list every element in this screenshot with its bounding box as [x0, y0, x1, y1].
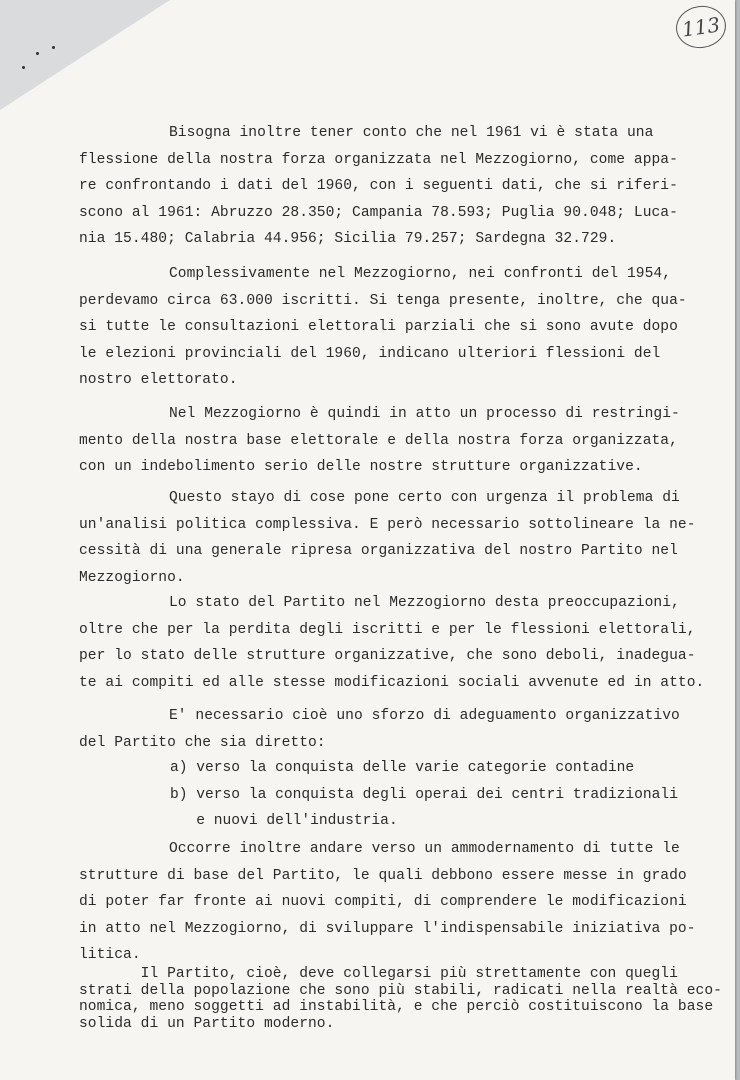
ink-speck: [36, 52, 39, 55]
text-line: Nel Mezzogiorno è quindi in atto un processo di restringi-: [169, 406, 680, 422]
text-line: litica.: [79, 947, 141, 964]
text-line: re confrontando i dati del 1960, con i seguenti dati, che si riferi-: [79, 178, 678, 195]
text-line: nomica, meno soggetti ad instabilità, e che perciò costituiscono la base: [79, 999, 714, 1015]
text-line: scono al 1961: Abruzzo 28.350; Campania 78.593; Puglia 90.048; Luca-: [79, 204, 678, 221]
paragraph-6: [79, 703, 719, 756]
page-number: 113: [673, 3, 728, 52]
text-line: solida di un Partito moderno.: [79, 1015, 335, 1032]
paragraph-7: [79, 836, 719, 969]
paragraph-1: [79, 120, 719, 253]
text-line: E' necessario cioè uno sforzo di adeguamento organizzativo: [169, 708, 680, 724]
list: [170, 755, 710, 835]
text-line: Complessivamente nel Mezzogiorno, nei confronti del 1954,: [169, 266, 672, 282]
list-item: a) verso la conquista delle varie categorie contadine: [170, 760, 635, 776]
paragraph-3: [79, 401, 719, 481]
text-line: Lo stato del Partito nel Mezzogiorno desta preoccupazioni,: [169, 595, 680, 611]
torn-corner: [0, 0, 170, 110]
text-line: oltre che per la perdita degli iscritti e per le flessioni elettorali,: [79, 621, 696, 638]
text-line: mento della nostra base elettorale e della nostra forza organizzata,: [79, 432, 678, 449]
text-line: nia 15.480; Calabria 44.956; Sicilia 79.257; Sardegna 32.729.: [79, 231, 617, 248]
text-line: Mezzogiorno.: [79, 569, 185, 586]
text-line: le elezioni provinciali del 1960, indicano ulteriori flessioni del: [79, 345, 661, 362]
text-line: in atto nel Mezzogiorno, di sviluppare l'indispensabile iniziativa po-: [79, 920, 696, 937]
text-line: del Partito che sia diretto:: [79, 734, 326, 751]
text-line: strati della popolazione che sono più stabili, radicati nella realtà eco-: [79, 982, 722, 999]
text-line: un'analisi politica complessiva. E però necessario sottolineare la ne-: [79, 516, 696, 533]
text-line: per lo stato delle strutture organizzative, che sono deboli, inadegua-: [79, 648, 696, 665]
ink-speck: [22, 66, 25, 69]
text-line: te ai compiti ed alle stesse modificazioni sociali avvenute ed in atto.: [79, 674, 705, 691]
list-item: b) verso la conquista degli operai dei centri tradizionali: [170, 786, 678, 803]
text-line: di poter far fronte ai nuovi compiti, di comprendere le modificazioni: [79, 894, 687, 911]
paragraph-5: [79, 590, 719, 696]
text-line: perdevamo circa 63.000 iscritti. Si tenga presente, inoltre, che qua-: [79, 292, 687, 309]
ink-speck: [52, 46, 55, 49]
text-line: cessità di una generale ripresa organizzativa del nostro Partito nel: [79, 543, 678, 560]
text-line: Il Partito, cioè, deve collegarsi più strettamente con quegli: [79, 966, 678, 982]
paragraph-4: [79, 485, 719, 591]
text-line: nostro elettorato.: [79, 372, 238, 389]
text-line: Occorre inoltre andare verso un ammodernamento di tutte le: [169, 841, 680, 857]
text-line: si tutte le consultazioni elettorali parziali che si sono avute dopo: [79, 319, 678, 336]
text-line: Questo stayo di cose pone certo con urgenza il problema di: [169, 490, 680, 506]
paragraph-2: [79, 261, 719, 394]
text-line: Bisogna inoltre tener conto che nel 1961 vi è stata una: [169, 125, 654, 141]
text-line: flessione della nostra forza organizzata nel Mezzogiorno, come appa-: [79, 151, 678, 168]
text-line: con un indebolimento serio delle nostre strutture organizzative.: [79, 459, 643, 476]
text-line: strutture di base del Partito, le quali debbono essere messe in grado: [79, 867, 687, 884]
list-item: e nuovi dell'industria.: [170, 813, 398, 830]
paragraph-8: [79, 966, 722, 1032]
